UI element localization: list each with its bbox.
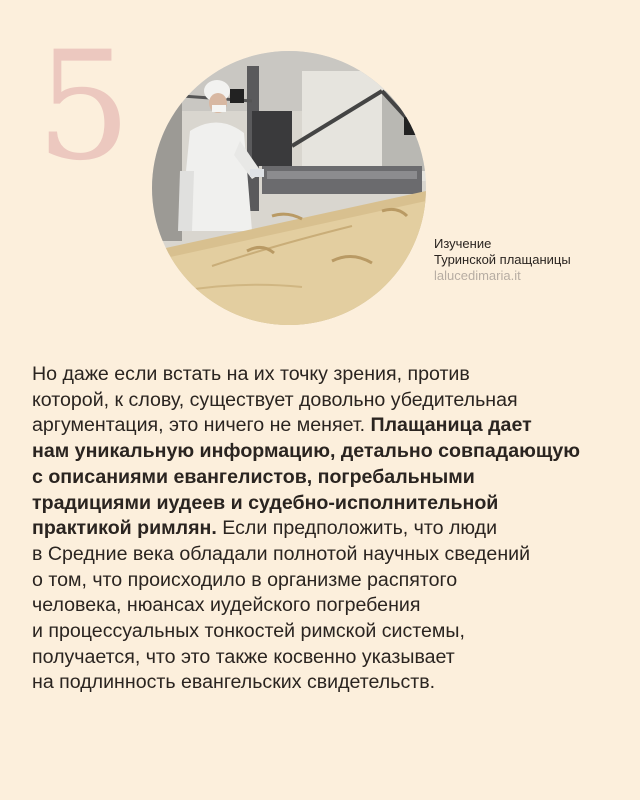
body-text-bold: с описаниями евангелистов, погребальными	[32, 465, 475, 488]
body-line	[32, 465, 612, 491]
body-text-regular: о том, что происходило в организме распятого	[32, 568, 458, 591]
body-line	[32, 439, 612, 465]
body-line	[32, 516, 612, 542]
caption-line-1: Изучение	[434, 236, 492, 251]
body-line	[32, 645, 612, 671]
body-line	[32, 568, 612, 594]
body-text-bold: традициями иудеев и судебно-исполнительной	[32, 491, 499, 514]
body-line	[32, 670, 612, 696]
body-text-bold: практикой римлян.	[32, 517, 217, 540]
body-text-regular: человека, нюансах иудейского погребения	[32, 594, 421, 617]
body-line	[32, 619, 612, 645]
slide-number: 5	[36, 20, 132, 194]
body-text-regular: на подлинность евангельских свидетельств.	[32, 671, 436, 694]
body-text-regular: получается, что это также косвенно указывает	[32, 645, 455, 668]
body-line	[32, 388, 612, 414]
photo-caption	[434, 236, 571, 284]
caption-source: lalucedimaria.it	[434, 268, 521, 283]
body-line	[32, 542, 612, 568]
body-text-regular: Но даже если встать на их точку зрения, против	[32, 363, 470, 385]
body-paragraph	[32, 362, 612, 696]
body-text-regular: в Средние века обладали полнотой научных сведений	[32, 542, 531, 565]
body-text-bold: Плащаница дает	[370, 414, 532, 437]
body-text-regular: Если предположить, что люди	[216, 517, 498, 540]
shroud-study-photo	[152, 51, 426, 325]
body-line	[32, 413, 612, 439]
shroud-study-illustration	[152, 51, 426, 325]
body-text-regular: и процессуальных тонкостей римской системы,	[32, 620, 465, 643]
body-line	[32, 362, 612, 388]
body-line	[32, 491, 612, 517]
body-text-regular: аргументация, это ничего не меняет.	[32, 414, 371, 437]
caption-line-2: Туринской плащаницы	[434, 252, 571, 267]
body-text-regular: которой, к слову, существует довольно убедительная	[32, 388, 518, 411]
body-text-bold: нам уникальную информацию, детально совпадающую	[32, 440, 581, 463]
body-line	[32, 593, 612, 619]
